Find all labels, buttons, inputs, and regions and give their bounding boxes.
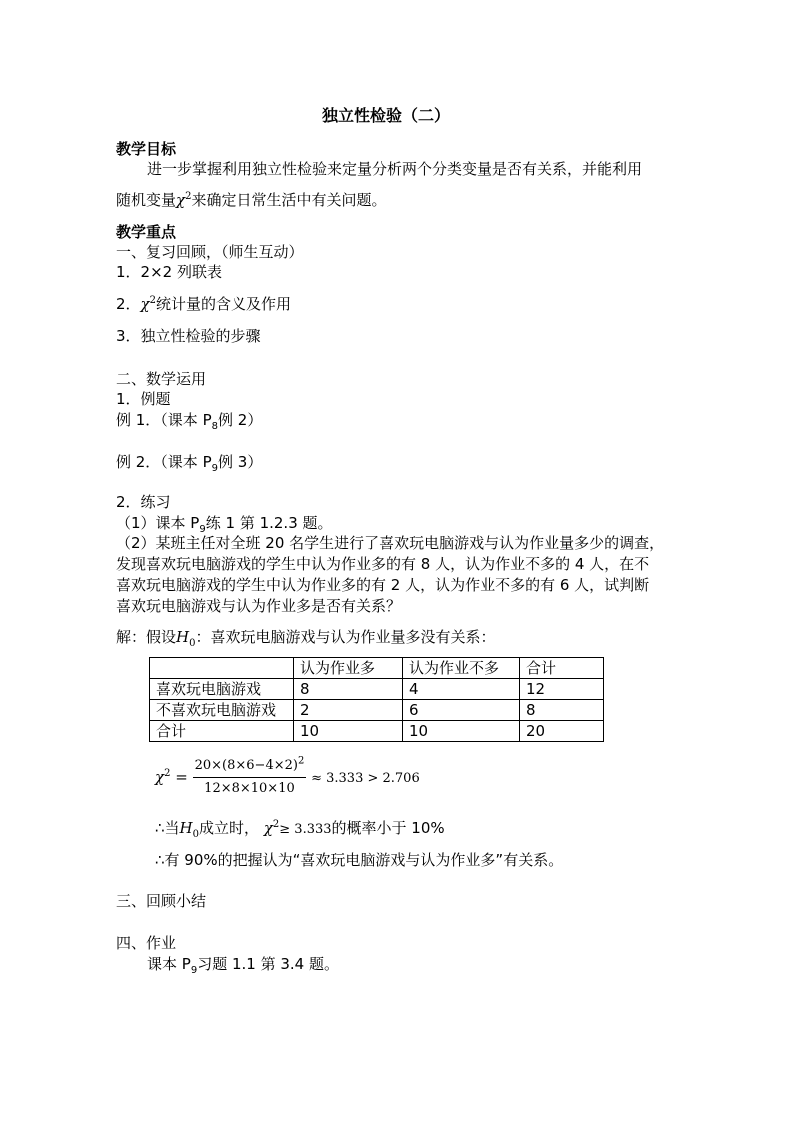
table-cell: 2: [294, 700, 403, 721]
conclusion-1-post: 的概率小于 10%: [331, 819, 445, 837]
table-row: [150, 700, 604, 721]
table-cell: 4: [403, 679, 520, 700]
table-cell: 认为作业不多: [403, 658, 520, 679]
formula-result: ≈ 3.333 > 2.706: [311, 771, 420, 786]
formula-numerator-exponent: 2: [297, 755, 305, 767]
chi-symbol: χ: [155, 768, 165, 786]
formula-fraction: [193, 757, 307, 798]
table-cell: 8: [294, 679, 403, 700]
example-2: [116, 452, 262, 472]
chi-exponent: 2: [164, 768, 171, 779]
keypoints-heading: 教学重点: [116, 223, 177, 241]
formula-numerator-text: 20×(8×6−4×2): [194, 758, 298, 773]
table-cell: [150, 658, 294, 679]
chi-symbol: χ: [176, 191, 186, 209]
conclusion-1-mid: 成立时，: [199, 819, 260, 837]
hypothesis-index: 0: [189, 638, 196, 649]
hypothesis-index: 0: [192, 829, 200, 840]
conclusion-1: [155, 818, 445, 840]
summary-heading: 三、回顾小结: [116, 892, 207, 910]
practice-1-page: 9: [199, 524, 206, 535]
practice-2-line-2: 发现喜欢玩电脑游戏的学生中认为作业多的有 8 人，认为作业不多的 4 人，在不: [116, 555, 650, 573]
objectives-line-1: 进一步掌握利用独立性检验来定量分析两个分类变量是否有关系，并能利用: [147, 160, 643, 178]
example-2-page: 9: [211, 463, 219, 474]
solution-post: ：喜欢玩电脑游戏与认为作业量多没有关系：: [195, 628, 496, 646]
solution-line: [116, 627, 496, 647]
chi-exponent: 2: [272, 819, 280, 830]
conclusion-1-pre: ∴当: [155, 819, 180, 837]
review-item-2-post: 统计量的含义及作用: [156, 295, 292, 313]
objectives-line-2: [116, 190, 387, 210]
practice-1: [116, 513, 333, 533]
solution-pre: 解：假设: [116, 628, 177, 646]
table-cell: 8: [520, 700, 604, 721]
table-cell: 喜欢玩电脑游戏: [150, 679, 294, 700]
chi-square-formula: [155, 757, 420, 798]
table-cell: 认为作业多: [294, 658, 403, 679]
table-row: [150, 721, 604, 742]
homework-line-pre: 课本 P: [147, 955, 191, 973]
table-cell: 不喜欢玩电脑游戏: [150, 700, 294, 721]
table-cell: 合计: [520, 658, 604, 679]
homework-line: [147, 954, 339, 974]
review-item-1: 1．2×2 列联表: [116, 263, 222, 281]
table-cell: 6: [403, 700, 520, 721]
objectives-heading: 教学目标: [116, 140, 177, 158]
examples-heading: 1．例题: [116, 390, 171, 408]
table-header-row: [150, 658, 604, 679]
example-1-pre: 例 1．（课本 P: [116, 411, 212, 429]
chi-exponent: 2: [149, 295, 157, 306]
table-row: [150, 679, 604, 700]
hypothesis-symbol: H: [176, 628, 190, 646]
conclusion-2: ∴有 90%的把握认为“喜欢玩电脑游戏与认为作业多”有关系。: [155, 851, 564, 869]
homework-line-post: 习题 1.1 第 3.4 题。: [197, 955, 339, 973]
review-item-2-pre: 2．: [116, 295, 141, 313]
conclusion-1-inequality: ≥ 3.333: [279, 822, 332, 837]
example-2-pre: 例 2．（课本 P: [116, 453, 212, 471]
objectives-line-2-pre: 随机变量: [116, 191, 177, 209]
table-cell: 20: [520, 721, 604, 742]
table-cell: 10: [403, 721, 520, 742]
page-title: 独立性检验（二）: [322, 106, 451, 125]
table-cell: 合计: [150, 721, 294, 742]
example-1-page: 8: [211, 421, 219, 432]
practice-2-line-4: 喜欢玩电脑游戏与认为作业多是否有关系？: [116, 597, 402, 615]
objectives-line-2-post: 来确定日常生活中有关问题。: [191, 191, 387, 209]
review-heading: 一、复习回顾，（师生互动）: [116, 243, 304, 261]
practice-2-line-3: 喜欢玩电脑游戏的学生中认为作业多的有 2 人，认为作业不多的有 6 人，试判断: [116, 576, 650, 594]
table-cell: 12: [520, 679, 604, 700]
hypothesis-symbol: H: [179, 819, 193, 837]
example-1: [116, 410, 262, 430]
practice-heading: 2．练习: [116, 493, 171, 511]
chi-symbol: χ: [263, 819, 273, 837]
example-2-post: 例 3）: [218, 453, 263, 471]
formula-numerator: [193, 757, 307, 778]
contingency-table: [149, 657, 604, 742]
practice-2-line-1: （2）某班主任对全班 20 名学生进行了喜欢玩电脑游戏与认为作业量多少的调查，: [116, 534, 665, 552]
chi-exponent: 2: [185, 191, 192, 202]
practice-1-pre: （1）课本 P: [116, 514, 200, 532]
review-item-2: [116, 294, 291, 314]
homework-page: 9: [190, 965, 198, 976]
homework-heading: 四、作业: [116, 934, 177, 952]
formula-equals: =: [175, 768, 188, 786]
review-item-3: 3．独立性检验的步骤: [116, 327, 261, 345]
table-cell: 10: [294, 721, 403, 742]
practice-1-post: 练 1 第 1.2.3 题。: [205, 514, 333, 532]
chi-symbol: χ: [140, 295, 150, 313]
formula-denominator: 12×8×10×10: [204, 781, 295, 796]
math-application-heading: 二、数学运用: [116, 370, 207, 388]
example-1-post: 例 2）: [218, 411, 263, 429]
